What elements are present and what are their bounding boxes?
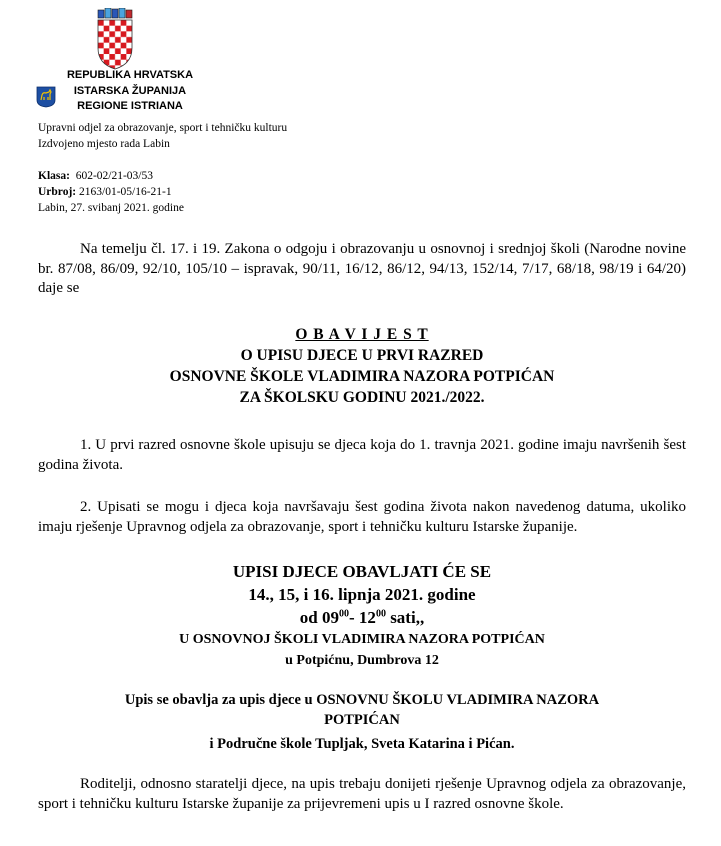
time-end-minutes: 00 bbox=[375, 608, 386, 620]
urbroj-label: Urbroj: bbox=[38, 186, 77, 198]
time-start-minutes: 00 bbox=[339, 608, 350, 620]
point-2: 2. Upisati se mogu i djeca koja navršavaju šest godina života nakon navedenog datuma, ukoliko imaju rješenje Upravnog odjela za obrazovanje, sport i tehničku kulturu Istarske županije. bbox=[38, 499, 686, 535]
enrollment-time bbox=[38, 607, 686, 628]
region-name: REGIONE ISTRIANA bbox=[77, 100, 183, 112]
enrollment-dates: 14., 15, i 16. lipnja 2021. godine bbox=[248, 585, 476, 604]
place-date: Labin, 27. svibanj 2021. godine bbox=[38, 202, 184, 214]
time-suffix: sati,, bbox=[385, 608, 425, 627]
notice-line-1: Upis se obavlja za upis djece u OSNOVNU ŠKOLU VLADIMIRA NAZORA bbox=[124, 692, 600, 708]
enrollment-line-1: UPISI DJECE OBAVLJATI ĆE SE bbox=[232, 562, 492, 581]
klasa-value: 602-02/21-03/53 bbox=[75, 170, 154, 182]
intro-paragraph: Na temelju čl. 17. i 19. Zakona o odgoju i obrazovanju u osnovnoj i srednjoj školi (Narodne novine br. 87/08, 86/09, 92/10, 105/10 – ispravak, 90/11, 16/12, 86/12, 94/13, 152/14, 7/17, 68/18, 98/19 i 64/20) daje se bbox=[38, 241, 686, 296]
time-end: - 12 bbox=[349, 608, 376, 627]
notice-title: O B A V I J E S T bbox=[295, 326, 429, 343]
urbroj-value: 2163/01-05/16-21-1 bbox=[79, 186, 172, 198]
time-start: od 09 bbox=[299, 608, 340, 627]
klasa-line bbox=[38, 169, 153, 184]
notice-line-2: POTPIĆAN bbox=[324, 712, 400, 728]
notice-line-3: i Područne škole Tupljak, Sveta Katarina i Pićan. bbox=[209, 736, 515, 752]
title-line-3: ZA ŠKOLSKU GODINU 2021./2022. bbox=[239, 389, 485, 406]
croatian-coat-of-arms-icon bbox=[95, 8, 135, 70]
klasa-label: Klasa: bbox=[38, 170, 70, 182]
department-line-1: Upravni odjel za obrazovanje, sport i tehničku kulturu bbox=[38, 122, 288, 134]
urbroj-line bbox=[38, 185, 172, 200]
enrollment-school: U OSNOVNOJ ŠKOLI VLADIMIRA NAZORA POTPIĆAN bbox=[179, 632, 545, 647]
notice-heading bbox=[38, 325, 686, 345]
enrollment-address: u Potpićnu, Dumbrova 12 bbox=[285, 653, 439, 668]
closing-paragraph: Roditelji, odnosno staratelji djece, na upis trebaju donijeti rješenje Upravnog odjela za obrazovanje, sport i tehničku kulturu Istarske županije za prijevremeni upis u I razred osnovne škole. bbox=[38, 776, 686, 812]
department-line-2: Izdvojeno mjesto rada Labin bbox=[38, 138, 170, 150]
republic-name: REPUBLIKA HRVATSKA bbox=[66, 69, 194, 81]
title-line-1: O UPISU DJECE U PRVI RAZRED bbox=[240, 347, 484, 364]
county-name: ISTARSKA ŽUPANIJA bbox=[73, 85, 187, 97]
point-1: 1. U prvi razred osnovne škole upisuju se djeca koja do 1. travnja 2021. godine imaju navršenih šest godina života. bbox=[38, 437, 686, 473]
title-line-2: OSNOVNE ŠKOLE VLADIMIRA NAZORA POTPIĆAN bbox=[169, 368, 555, 385]
